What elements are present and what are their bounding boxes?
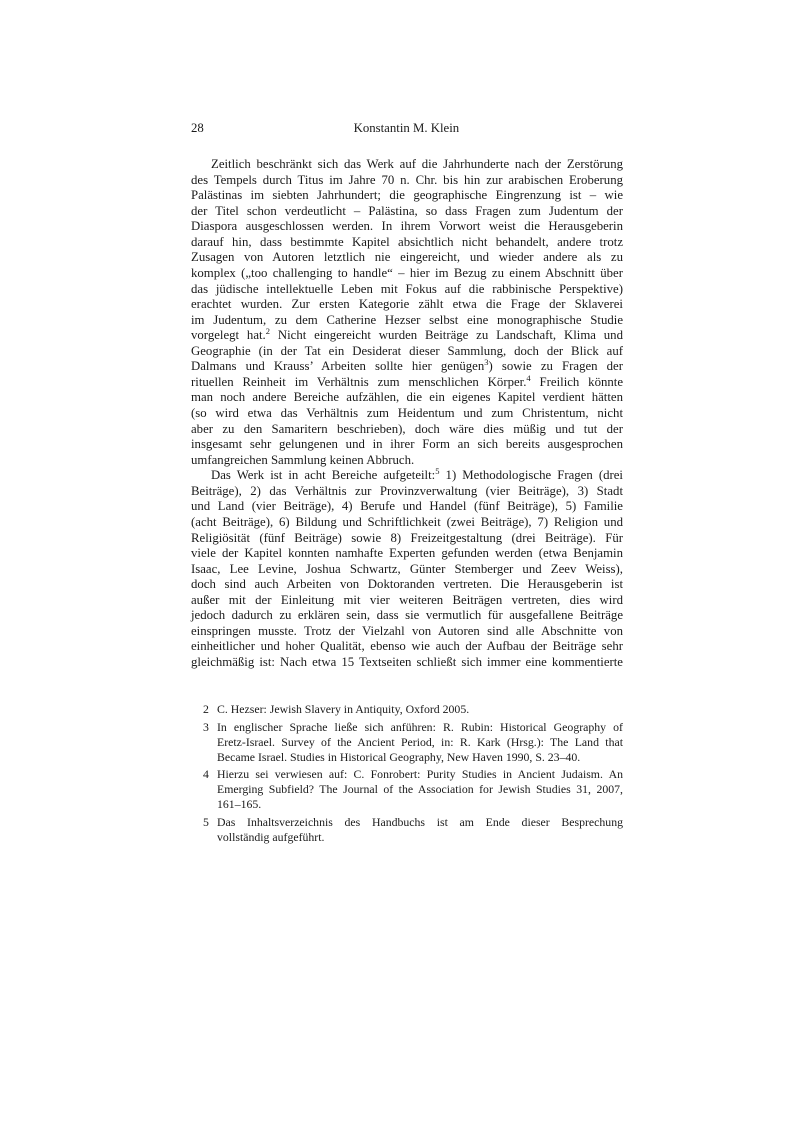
footnote-marker: 5 (435, 466, 440, 477)
text-run: erachtet wurden. Zur ersten Kategorie zählt etwa die Frage der Sklaverei (191, 297, 623, 312)
text-line (191, 546, 623, 562)
footnote-line: Eretz-Israel. Survey of the Ancient Period, in: R. Kark (Hrsg.): The Land that (217, 734, 623, 749)
text-run: Das Werk ist in acht Bereiche aufgeteilt: (211, 468, 436, 483)
text-run: Freilich könnte (530, 374, 624, 389)
text-run: Religiösität (fünf Beiträge) sowie 8) Freizeitgestaltung (drei Beiträge). Für (191, 530, 623, 545)
text-run: rituellen Reinheit im Verhältnis zum menschlichen Körper. (191, 374, 527, 389)
text-run: (so wird etwa das Verhältnis zum Heidentum und zum Christentum, nicht (191, 406, 623, 420)
text-line (191, 515, 623, 531)
text-line (191, 562, 623, 578)
text-line (191, 173, 623, 189)
text-run: im Judentum, zu dem Catherine Hezser selbst eine monographische Studie (191, 312, 623, 327)
text-run: Dalmans und Krauss’ Arbeiten sollte hier genügen (191, 359, 485, 374)
text-line (191, 188, 623, 204)
text-line (191, 219, 623, 235)
text-run: des Tempels durch Titus im Jahre 70 n. Chr. bis hin zur arabischen Eroberung (191, 172, 623, 187)
text-run: man noch andere Bereiche aufzählen, die ein eigenes Kapitel verdient hätten (191, 390, 623, 405)
text-line (191, 313, 623, 329)
text-run: Isaac, Lee Levine, Joshua Schwartz, Günter Stemberger und Zeev Weiss), (191, 561, 623, 576)
paragraph (191, 468, 623, 670)
page-number: 28 (191, 121, 204, 135)
footnote-marker: 2 (265, 326, 271, 337)
text-run: einheitlicher und hoher Qualität, ebenso wie auch der Aufbau der Beiträge sehr (191, 639, 623, 654)
text-run: jedoch dadurch zu erklären sein, dass sie vermutlich für ausgefallene Beiträge (191, 608, 623, 623)
footnote-line: vollständig aufgeführt. (217, 829, 325, 844)
text-run: Zusagen von Autoren letztlich nie eingereicht, und wieder andere als zu (191, 250, 623, 265)
paragraph (191, 157, 623, 468)
text-run: darauf hin, dass bestimmte Kapitel absichtlich nicht behandelt, andere trotz (191, 234, 623, 249)
text-line (191, 531, 623, 547)
text-line (191, 250, 623, 266)
text-line (191, 422, 623, 438)
text-run: Zeitlich beschränkt sich das Werk auf die Jahrhunderte nach der Zerstörung (211, 157, 623, 171)
text-run: doch sind auch Arbeiten von Doktoranden vertreten. Die Herausgeberin ist (191, 577, 623, 592)
footnote-line: Hierzu sei verwiesen auf: C. Fonrobert: Purity Studies in Ancient Judaism. An (217, 767, 623, 781)
footnote-line: 161–165. (217, 797, 262, 811)
text-line (191, 499, 623, 515)
text-line (191, 453, 623, 469)
footnote (191, 702, 623, 717)
text-run: insgesamt sehr gelungenen und in ihrer Form an sich bereits ausgesprochen (191, 437, 623, 452)
text-run: (acht Beiträge), 6) Bildung und Schriftlichkeit (zwei Beiträge), 7) Religion und (191, 514, 623, 529)
text-line (191, 406, 623, 422)
text-line (191, 266, 623, 282)
text-line (191, 484, 623, 500)
text-line (191, 639, 623, 655)
footnote (191, 720, 623, 765)
body-text (191, 157, 623, 671)
text-line (191, 624, 623, 640)
text-run: ) sowie zu Fragen der (488, 359, 623, 374)
text-line (191, 390, 623, 406)
text-run: viele der Kapitel konnten namhafte Experten gefunden werden (etwa Benjamin (191, 546, 623, 561)
text-line (191, 372, 624, 391)
running-head: Konstantin M. Klein (353, 121, 460, 135)
text-run: gleichmäßig ist: Nach etwa 15 Textseiten schließt sich immer eine kommentierte (191, 655, 623, 669)
text-run: einspringen musste. Trotz der Vielzahl von Autoren sind alle Abschnitte von (191, 623, 623, 638)
page-header (191, 120, 623, 136)
text-run: außer mit der Einleitung mit vier weiteren Beiträgen vertreten, dies wird (191, 592, 623, 607)
text-run: Diaspora ausgeschlossen werden. In ihrem Vorwort weist die Herausgeberin (191, 219, 623, 234)
footnote-number: 4 (203, 767, 209, 781)
text-line (191, 359, 623, 375)
text-run: Beiträge), 2) das Verhältnis zur Provinzverwaltung (vier Beiträge), 3) Stadt (191, 483, 623, 498)
footnote (191, 815, 623, 845)
footnote-line: In englischer Sprache ließe sich anführen: R. Rubin: Historical Geography of (217, 719, 623, 734)
footnote-marker: 4 (526, 372, 531, 383)
text-run: Palästinas im siebten Jahrhundert; die geographische Eingrenzung ist – wie (191, 188, 623, 203)
text-line (191, 468, 623, 484)
text-run: und Land (vier Beiträge), 4) Berufe und Handel (fünf Beiträge), 5) Familie (191, 499, 623, 514)
text-line (191, 328, 623, 344)
footnote-number: 2 (203, 702, 209, 716)
text-run: der Titel schon verdeutlicht – Palästina, so dass Fragen zum Judentum der (191, 203, 623, 218)
text-line (191, 157, 623, 173)
footnotes (191, 702, 623, 847)
text-run: Nicht eingereicht wurden Beiträge zu Landschaft, Klima und (270, 328, 623, 343)
text-run: vorgelegt hat. (191, 328, 266, 343)
text-run: das jüdische intellektuelle Leben mit Fokus auf die rabbinische Perspektive) (191, 281, 623, 296)
footnote-number: 5 (203, 814, 209, 829)
text-line (191, 593, 623, 609)
text-line (191, 608, 623, 624)
footnote-line: C. Hezser: Jewish Slavery in Antiquity, Oxford 2005. (217, 702, 470, 716)
footnote-line: Das Inhaltsverzeichnis des Handbuchs ist am Ende dieser Besprechung (217, 814, 623, 829)
footnote-line: Became Israel. Studies in Historical Geography, New Haven 1990, S. 23–40. (217, 749, 581, 764)
text-run: umfangreichen Sammlung keinen Abbruch. (191, 452, 415, 467)
text-run: komplex („too challenging to handle“ – hier im Bezug zu einem Abschnitt über (191, 265, 623, 280)
text-line (191, 655, 623, 671)
text-run: 1) Methodologische Fragen (drei (439, 468, 623, 483)
footnote-marker: 3 (484, 357, 489, 368)
footnote (191, 767, 623, 812)
footnote-line: Emerging Subfield? The Journal of the Association for Jewish Studies 31, 2007, (217, 782, 623, 796)
text-line (191, 437, 623, 453)
text-run: Geographie (in der Tat ein Desiderat dieser Sammlung, doch der Blick auf (191, 343, 623, 358)
text-line (191, 577, 623, 593)
footnote-number: 3 (203, 719, 209, 734)
text-line (191, 344, 623, 360)
text-line (191, 297, 623, 313)
text-line (191, 235, 623, 251)
text-line (191, 204, 623, 220)
text-run: aber zu den Samaritern beschrieben), doch wäre dies müßig und tut der (191, 421, 623, 436)
text-line (191, 282, 623, 298)
